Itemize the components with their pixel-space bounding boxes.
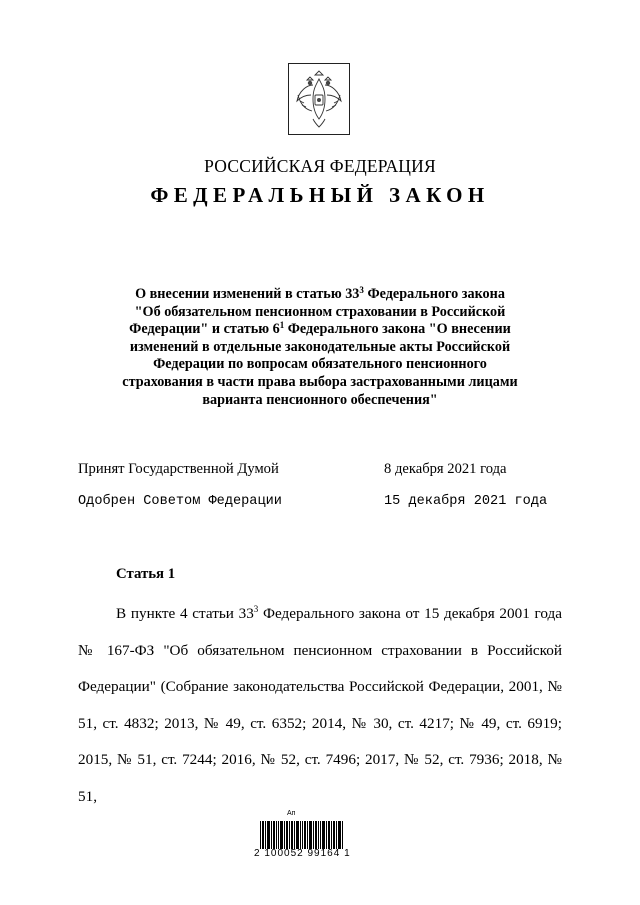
duma-adoption-date: 8 декабря 2021 года [384, 461, 507, 477]
country-name: РОССИЙСКАЯ ФЕДЕРАЦИЯ [204, 156, 436, 176]
subject-line-1: О внесении изменений в статью $33^3$ Федерального закона [135, 285, 505, 302]
subject-line-6: страхования в части права выбора застрахованными лицами [122, 373, 518, 390]
article-paragraph: В пункте 4 статьи $33^3$ Федерального закона от 15 декабря 2001 года № 167-ФЗ "Об обязательном пенсионном страховании в Российской Федерации" (Собрание законодательства Российской Федерации, 2001, № 51, ст. 4832; 2013, № 49, ст. 6352; 2014, № 30, ст. 4217; № 49, ст. 6919; 2015, № 51, ст. 7244; 2016, № 52, ст. 7496; 2017, № 52, ст. 7936; 2018, № 51, [78, 604, 562, 805]
law-subject [100, 286, 540, 409]
barcode-icon [260, 821, 344, 849]
subject-line-7: варианта пенсионного обеспечения" [202, 391, 438, 408]
document-type-title: ФЕДЕРАЛЬНЫЙ ЗАКОН [150, 183, 490, 207]
coat-of-arms-icon [288, 63, 350, 135]
barcode-mark: Ап [287, 810, 296, 817]
council-approval-label: Одобрен Советом Федерации [78, 494, 282, 509]
council-approval-date: 15 декабря 2021 года [384, 494, 548, 509]
subject-line-4: изменений в отдельные законодательные акты Российской [129, 338, 511, 355]
article-body [78, 596, 562, 816]
barcode-number: 2 100052 99164 1 [254, 848, 351, 859]
subject-line-3: Федерации" и статью $6^1$ Федерального закона "О внесении [129, 320, 511, 338]
article-heading: Статья 1 [116, 566, 176, 582]
subject-line-5: Федерации по вопросам обязательного пенсионного [153, 356, 487, 373]
duma-adoption-label: Принят Государственной Думой [78, 461, 279, 477]
subject-line-2: "Об обязательном пенсионном страховании в Российской [134, 303, 506, 320]
